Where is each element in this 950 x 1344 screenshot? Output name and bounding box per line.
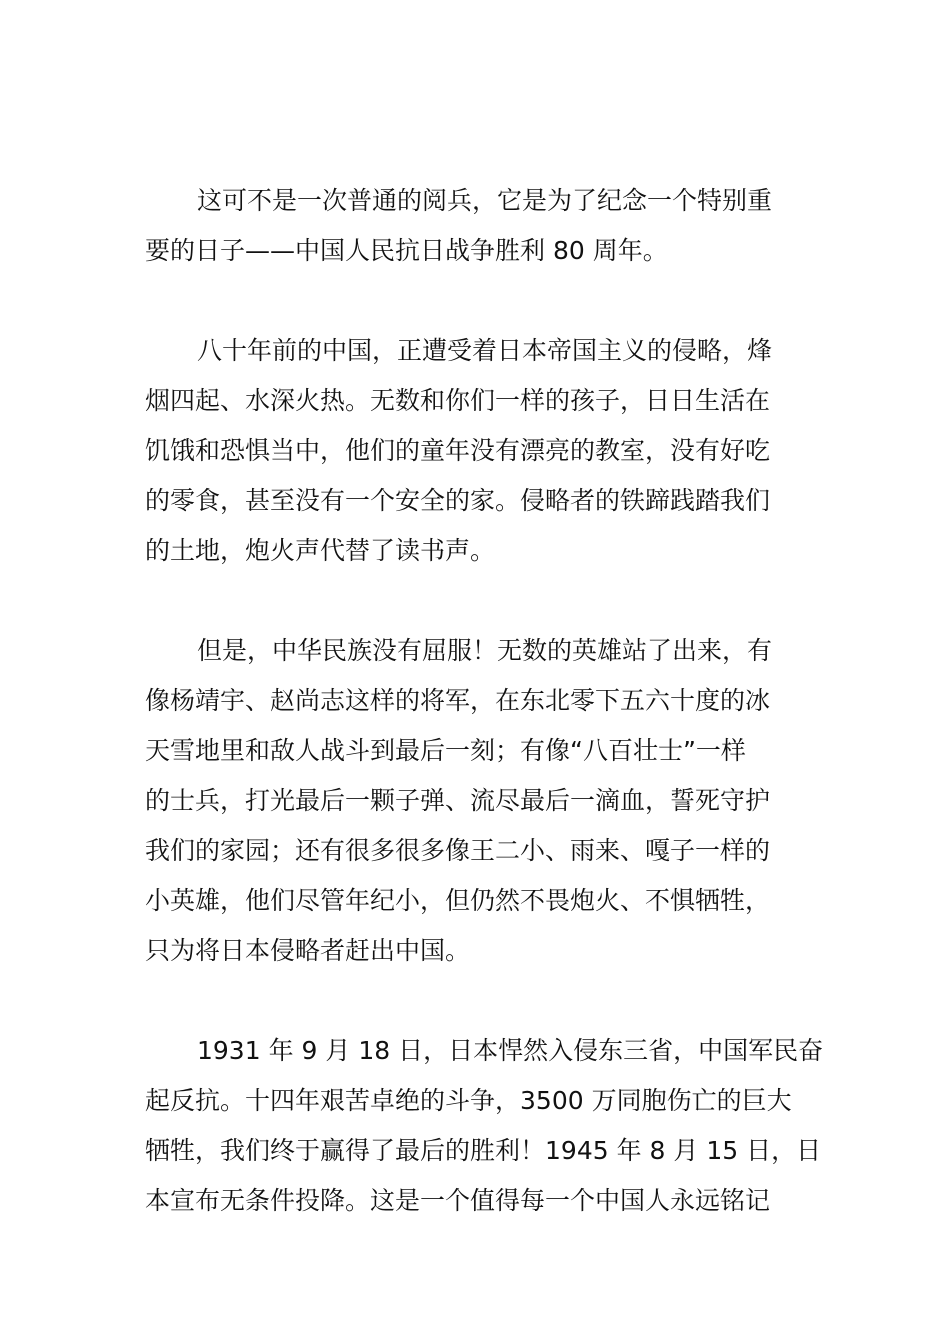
paragraph-heroes (145, 626, 805, 976)
text-line: 小英雄，他们尽管年纪小，但仍然不畏炮火、不惧牺牲， (145, 886, 771, 915)
text-line: 天雪地里和敌人战斗到最后一刻；有像“八百壮士”一样 (145, 736, 746, 765)
paragraph-parade-purpose (145, 176, 805, 276)
text-line: 要的日子——中国人民抗日战争胜利 80 周年。 (145, 236, 668, 265)
text-line: 的士兵，打光最后一颗子弹、流尽最后一滴血，誓死守护 (145, 786, 771, 815)
text-line: 八十年前的中国，正遭受着日本帝国主义的侵略，烽 (197, 336, 773, 365)
text-line: 我们的家园；还有很多很多像王二小、雨来、嘎子一样的 (145, 836, 771, 865)
text-line: 的土地，炮火声代替了读书声。 (145, 536, 496, 565)
text-line: 像杨靖宇、赵尚志这样的将军，在东北零下五六十度的冰 (145, 686, 771, 715)
text-line: 但是，中华民族没有屈服！无数的英雄站了出来，有 (197, 636, 773, 665)
text-line: 1931 年 9 月 18 日，日本悍然入侵东三省，中国军民奋 (197, 1036, 824, 1065)
document-body (145, 176, 824, 1276)
text-line: 饥饿和恐惧当中，他们的童年没有漂亮的教室，没有好吃 (145, 436, 771, 465)
text-line: 只为将日本侵略者赶出中国。 (145, 936, 471, 965)
text-line: 牺牲，我们终于赢得了最后的胜利！1945 年 8 月 15 日，日 (145, 1136, 822, 1165)
text-line: 起反抗。十四年艰苦卓绝的斗争，3500 万同胞伤亡的巨大 (145, 1086, 792, 1115)
text-line: 本宣布无条件投降。这是一个值得每一个中国人永远铭记 (145, 1186, 771, 1215)
text-line: 烟四起、水深火热。无数和你们一样的孩子，日日生活在 (145, 386, 771, 415)
paragraph-victory (145, 1026, 824, 1226)
paragraph-eighty-years-ago (145, 326, 805, 576)
text-line: 的零食，甚至没有一个安全的家。侵略者的铁蹄践踏我们 (145, 486, 771, 515)
text-line: 这可不是一次普通的阅兵，它是为了纪念一个特别重 (197, 186, 773, 215)
